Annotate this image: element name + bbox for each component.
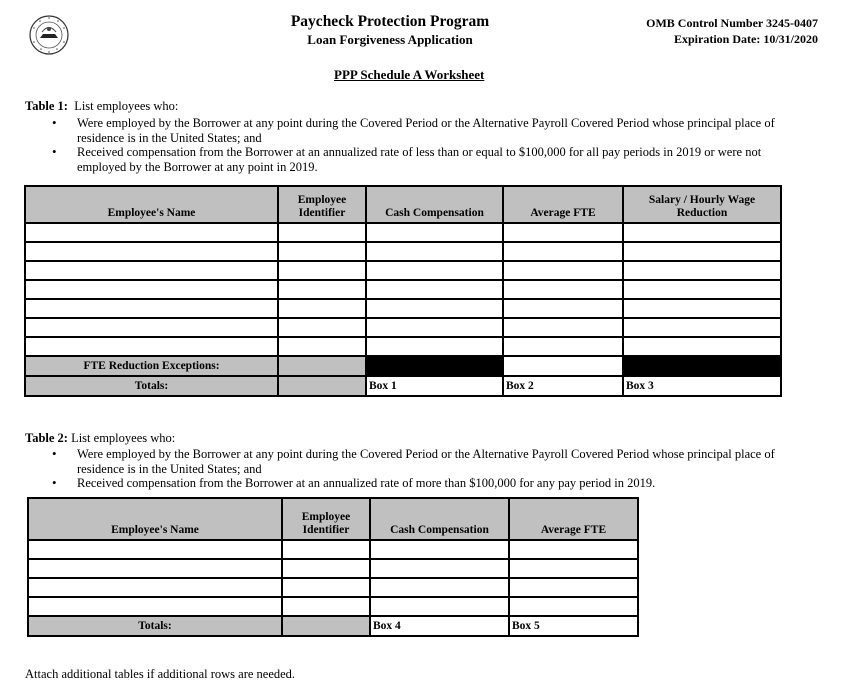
table-row [28, 540, 638, 559]
average-fte-input[interactable] [503, 337, 623, 356]
fte-exceptions-identifier-cell [278, 356, 366, 376]
worksheet-title: PPP Schedule A Worksheet [334, 67, 485, 82]
employee-identifier-input[interactable] [278, 318, 366, 337]
average-fte-input[interactable] [503, 299, 623, 318]
table1-totals-row [25, 376, 781, 396]
salary-wage-reduction-input[interactable] [623, 280, 781, 299]
table-row [25, 242, 781, 261]
employee-identifier-input[interactable] [282, 578, 370, 597]
column-header-average-fte: Average FTE [503, 186, 623, 223]
table-row [28, 578, 638, 597]
totals-label: Totals: [25, 376, 278, 396]
column-header-employee-identifier: Employee Identifier [278, 186, 366, 223]
column-header-average-fte: Average FTE [509, 498, 638, 540]
table-row [25, 299, 781, 318]
employee-name-input[interactable] [25, 337, 278, 356]
cash-compensation-input[interactable] [370, 540, 509, 559]
table1 [24, 185, 782, 397]
employee-identifier-input[interactable] [278, 261, 366, 280]
table1-body [25, 223, 781, 356]
average-fte-input[interactable] [509, 540, 638, 559]
employee-name-input[interactable] [28, 597, 282, 616]
cash-compensation-input[interactable] [370, 597, 509, 616]
cash-compensation-input[interactable] [366, 242, 503, 261]
omb-control-number: OMB Control Number 3245-0407 [646, 16, 818, 30]
table2-header-row [28, 498, 638, 540]
column-header-employee-name: Employee's Name [28, 498, 282, 540]
table1-criteria-list [52, 116, 812, 174]
employee-identifier-input[interactable] [282, 559, 370, 578]
fte-exceptions-label: FTE Reduction Exceptions: [25, 356, 278, 376]
table-row [25, 337, 781, 356]
box-3-field[interactable]: Box 3 [623, 376, 781, 396]
employee-identifier-input[interactable] [278, 299, 366, 318]
table2-criterion: • Received compensation from the Borrower at an annualized rate of more than $100,000 for any pay period in 2019. [52, 476, 812, 491]
average-fte-input[interactable] [509, 578, 638, 597]
column-header-cash-compensation: Cash Compensation [370, 498, 509, 540]
cash-compensation-input[interactable] [366, 261, 503, 280]
cash-compensation-input[interactable] [366, 223, 503, 242]
average-fte-input[interactable] [503, 223, 623, 242]
cash-compensation-input[interactable] [366, 280, 503, 299]
table1-fte-exceptions-row [25, 356, 781, 376]
cash-compensation-input[interactable] [366, 318, 503, 337]
cash-compensation-input[interactable] [370, 559, 509, 578]
box-5-field[interactable]: Box 5 [509, 616, 638, 636]
employee-name-input[interactable] [25, 242, 278, 261]
fte-exceptions-reduction-cell-blocked [623, 356, 781, 376]
employee-name-input[interactable] [25, 299, 278, 318]
table2-criterion: • Were employed by the Borrower at any point during the Covered Period or the Alternative Payroll Covered Period whose principal place of residence is in the United States; and [52, 447, 812, 476]
employee-name-input[interactable] [25, 223, 278, 242]
cash-compensation-input[interactable] [366, 337, 503, 356]
table-row [25, 223, 781, 242]
employee-identifier-input[interactable] [278, 280, 366, 299]
employee-name-input[interactable] [28, 559, 282, 578]
employee-name-input[interactable] [25, 318, 278, 337]
fte-exceptions-average-fte-input[interactable] [503, 356, 623, 376]
table2-intro [25, 431, 175, 445]
table2-label: Table 2: [25, 431, 68, 445]
table2 [27, 497, 639, 637]
average-fte-input[interactable] [503, 242, 623, 261]
table2-body [28, 540, 638, 616]
column-header-cash-compensation: Cash Compensation [366, 186, 503, 223]
table1-criterion: • Received compensation from the Borrower at an annualized rate of less than or equal to $100,000 for all pay periods in 2019 or were not employed by the Borrower at any point in 2019. [52, 145, 812, 174]
totals-identifier-cell [278, 376, 366, 396]
table1-intro-text: List employees who: [74, 99, 179, 113]
program-title: Paycheck Protection Program [290, 13, 490, 30]
employee-identifier-input[interactable] [282, 597, 370, 616]
column-header-employee-identifier: Employee Identifier [282, 498, 370, 540]
column-header-salary-wage-reduction: Salary / Hourly Wage Reduction [623, 186, 781, 223]
average-fte-input[interactable] [509, 597, 638, 616]
table-row [28, 597, 638, 616]
table1-criterion: • Were employed by the Borrower at any point during the Covered Period or the Alternative Payroll Covered Period whose principal place of residence is in the United States; and [52, 116, 812, 145]
application-subtitle: Loan Forgiveness Application [307, 32, 473, 47]
table1-header-row [25, 186, 781, 223]
table-row [25, 261, 781, 280]
employee-identifier-input[interactable] [278, 223, 366, 242]
salary-wage-reduction-input[interactable] [623, 318, 781, 337]
employee-name-input[interactable] [28, 540, 282, 559]
box-1-field[interactable]: Box 1 [366, 376, 503, 396]
salary-wage-reduction-input[interactable] [623, 337, 781, 356]
salary-wage-reduction-input[interactable] [623, 223, 781, 242]
employee-identifier-input[interactable] [278, 337, 366, 356]
cash-compensation-input[interactable] [366, 299, 503, 318]
employee-identifier-input[interactable] [278, 242, 366, 261]
omb-info [646, 15, 818, 47]
salary-wage-reduction-input[interactable] [623, 261, 781, 280]
expiration-date: Expiration Date: 10/31/2020 [674, 32, 818, 46]
average-fte-input[interactable] [503, 318, 623, 337]
box-2-field[interactable]: Box 2 [503, 376, 623, 396]
employee-identifier-input[interactable] [282, 540, 370, 559]
employee-name-input[interactable] [25, 280, 278, 299]
column-header-employee-name: Employee's Name [25, 186, 278, 223]
table-row [25, 280, 781, 299]
table-row [28, 559, 638, 578]
box-4-field[interactable]: Box 4 [370, 616, 509, 636]
table2-totals-row [28, 616, 638, 636]
average-fte-input[interactable] [503, 261, 623, 280]
fte-exceptions-cash-cell-blocked [366, 356, 503, 376]
salary-wage-reduction-input[interactable] [623, 299, 781, 318]
totals-identifier-cell [282, 616, 370, 636]
table1-label: Table 1: [25, 99, 68, 113]
totals-label: Totals: [28, 616, 282, 636]
salary-wage-reduction-input[interactable] [623, 242, 781, 261]
table-row [25, 318, 781, 337]
footer-note: Attach additional tables if additional rows are needed. [25, 667, 296, 681]
table2-criteria-list [52, 447, 812, 491]
cash-compensation-input[interactable] [370, 578, 509, 597]
sba-seal-icon [28, 14, 70, 56]
average-fte-input[interactable] [503, 280, 623, 299]
employee-name-input[interactable] [28, 578, 282, 597]
table1-intro [25, 99, 178, 113]
table2-intro-text: List employees who: [71, 431, 176, 445]
employee-name-input[interactable] [25, 261, 278, 280]
average-fte-input[interactable] [509, 559, 638, 578]
